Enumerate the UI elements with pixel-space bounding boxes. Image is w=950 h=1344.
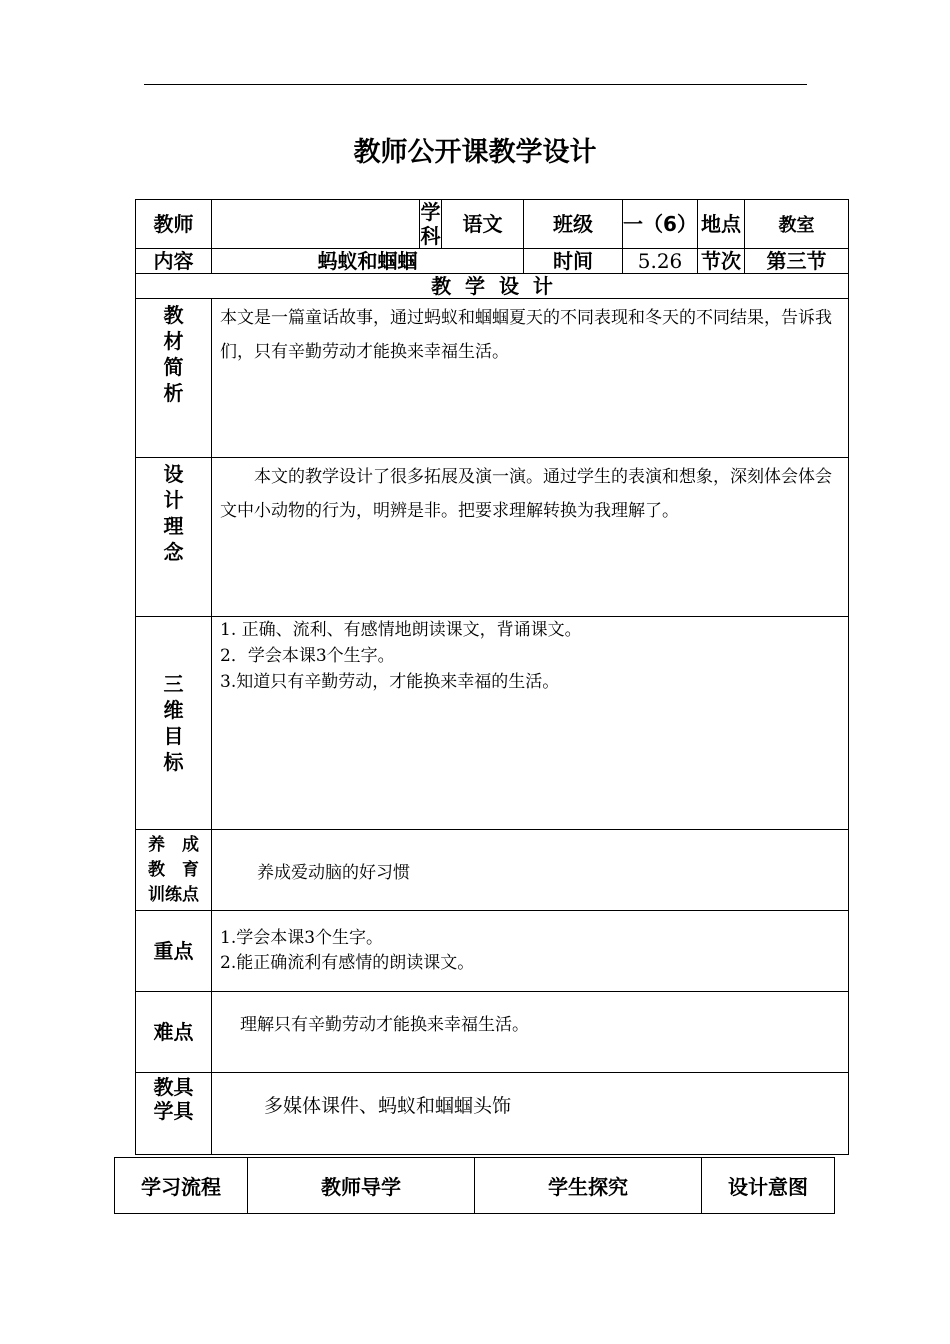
key-points-cell: [212, 911, 849, 992]
material-analysis-cell: [212, 299, 849, 458]
flow-header-row: [115, 1158, 835, 1214]
subject-label: 学科: [420, 200, 441, 248]
teaching-aids-label: [136, 1073, 212, 1155]
key-point-2: 2.能正确流利有感情的朗读课文。: [220, 953, 475, 973]
design-concept-cell: [212, 458, 849, 617]
difficulties-text: 理解只有辛勤劳动才能换来幸福生活。: [212, 992, 849, 1073]
location-label: 地点: [698, 200, 745, 249]
teaching-aids-text: 多媒体课件、蚂蚁和蝈蝈头饰: [212, 1073, 849, 1155]
content-label: 内容: [136, 249, 212, 274]
objective-item-3: 3.知道只有辛勤劳动，才能换来幸福的生活。: [220, 672, 560, 692]
objectives-cell: [212, 617, 849, 830]
difficulties-row: [136, 992, 849, 1073]
content-value: 蚂蚁和蝈蝈: [212, 249, 524, 274]
habit-training-label: [136, 830, 212, 911]
material-analysis-row: [136, 299, 849, 458]
teacher-label: 教师: [136, 200, 212, 249]
class-label: 班级: [524, 200, 623, 249]
key-points-row: [136, 911, 849, 992]
class-value: 一（6）: [623, 200, 698, 249]
habit-training-text: 养成爱动脑的好习惯: [212, 830, 849, 911]
flow-header-student-explore: 学生探究: [475, 1158, 702, 1214]
objectives-label: 三维目标: [136, 617, 212, 830]
aids-label-line-1: 教具: [153, 1075, 194, 1099]
habit-label-line-1: 养 成: [148, 834, 199, 855]
period-value: 第三节: [745, 249, 849, 274]
material-analysis-text: 本文是一篇童话故事，通过蚂蚁和蝈蝈夏天的不同表现和冬天的不同结果，告诉我们，只有辛勤劳动才能换来幸福生活。: [220, 308, 832, 362]
design-concept-label: 设计理念: [136, 458, 212, 617]
location-value: 教室: [745, 200, 849, 249]
document-title: 教师公开课教学设计: [353, 137, 597, 168]
difficulties-label: 难点: [136, 992, 212, 1073]
flow-header-teacher-guide: 教师导学: [248, 1158, 475, 1214]
key-points-label: 重点: [136, 911, 212, 992]
habit-label-line-3: 训练点: [148, 884, 199, 905]
subject-value: 语文: [442, 200, 524, 249]
flow-header-process: 学习流程: [115, 1158, 248, 1214]
material-analysis-label: 教材简析: [136, 299, 212, 458]
section-heading: 教 学 设 计: [136, 274, 849, 299]
habit-training-row: [136, 830, 849, 911]
design-concept-row: [136, 458, 849, 617]
objective-item-2: 2．学会本课3个生字。: [220, 646, 395, 666]
time-value: 5.26: [623, 249, 698, 274]
teaching-aids-row: [136, 1073, 849, 1155]
time-label: 时间: [524, 249, 623, 274]
teacher-value: [212, 200, 420, 249]
objective-item-1: 1. 正确、流利、有感情地朗读课文，背诵课文。: [220, 620, 582, 640]
info-row-1: [136, 200, 849, 249]
header-rule: [144, 84, 807, 85]
flow-header-design-intent: 设计意图: [702, 1158, 835, 1214]
period-label: 节次: [698, 249, 745, 274]
learning-flow-table: [114, 1157, 835, 1214]
habit-label-line-2: 教 育: [148, 859, 199, 880]
key-point-1: 1.学会本课3个生字。: [220, 928, 384, 948]
lesson-info-table: [135, 199, 849, 1155]
aids-label-line-2: 学具: [153, 1099, 194, 1123]
design-concept-text: 本文的教学设计了很多拓展及演一演。通过学生的表演和想象，深刻体会体会文中小动物的行为，明辨是非。把要求理解转换为我理解了。: [220, 467, 832, 521]
info-row-2: [136, 249, 849, 274]
section-heading-row: [136, 274, 849, 299]
objectives-row: [136, 617, 849, 830]
